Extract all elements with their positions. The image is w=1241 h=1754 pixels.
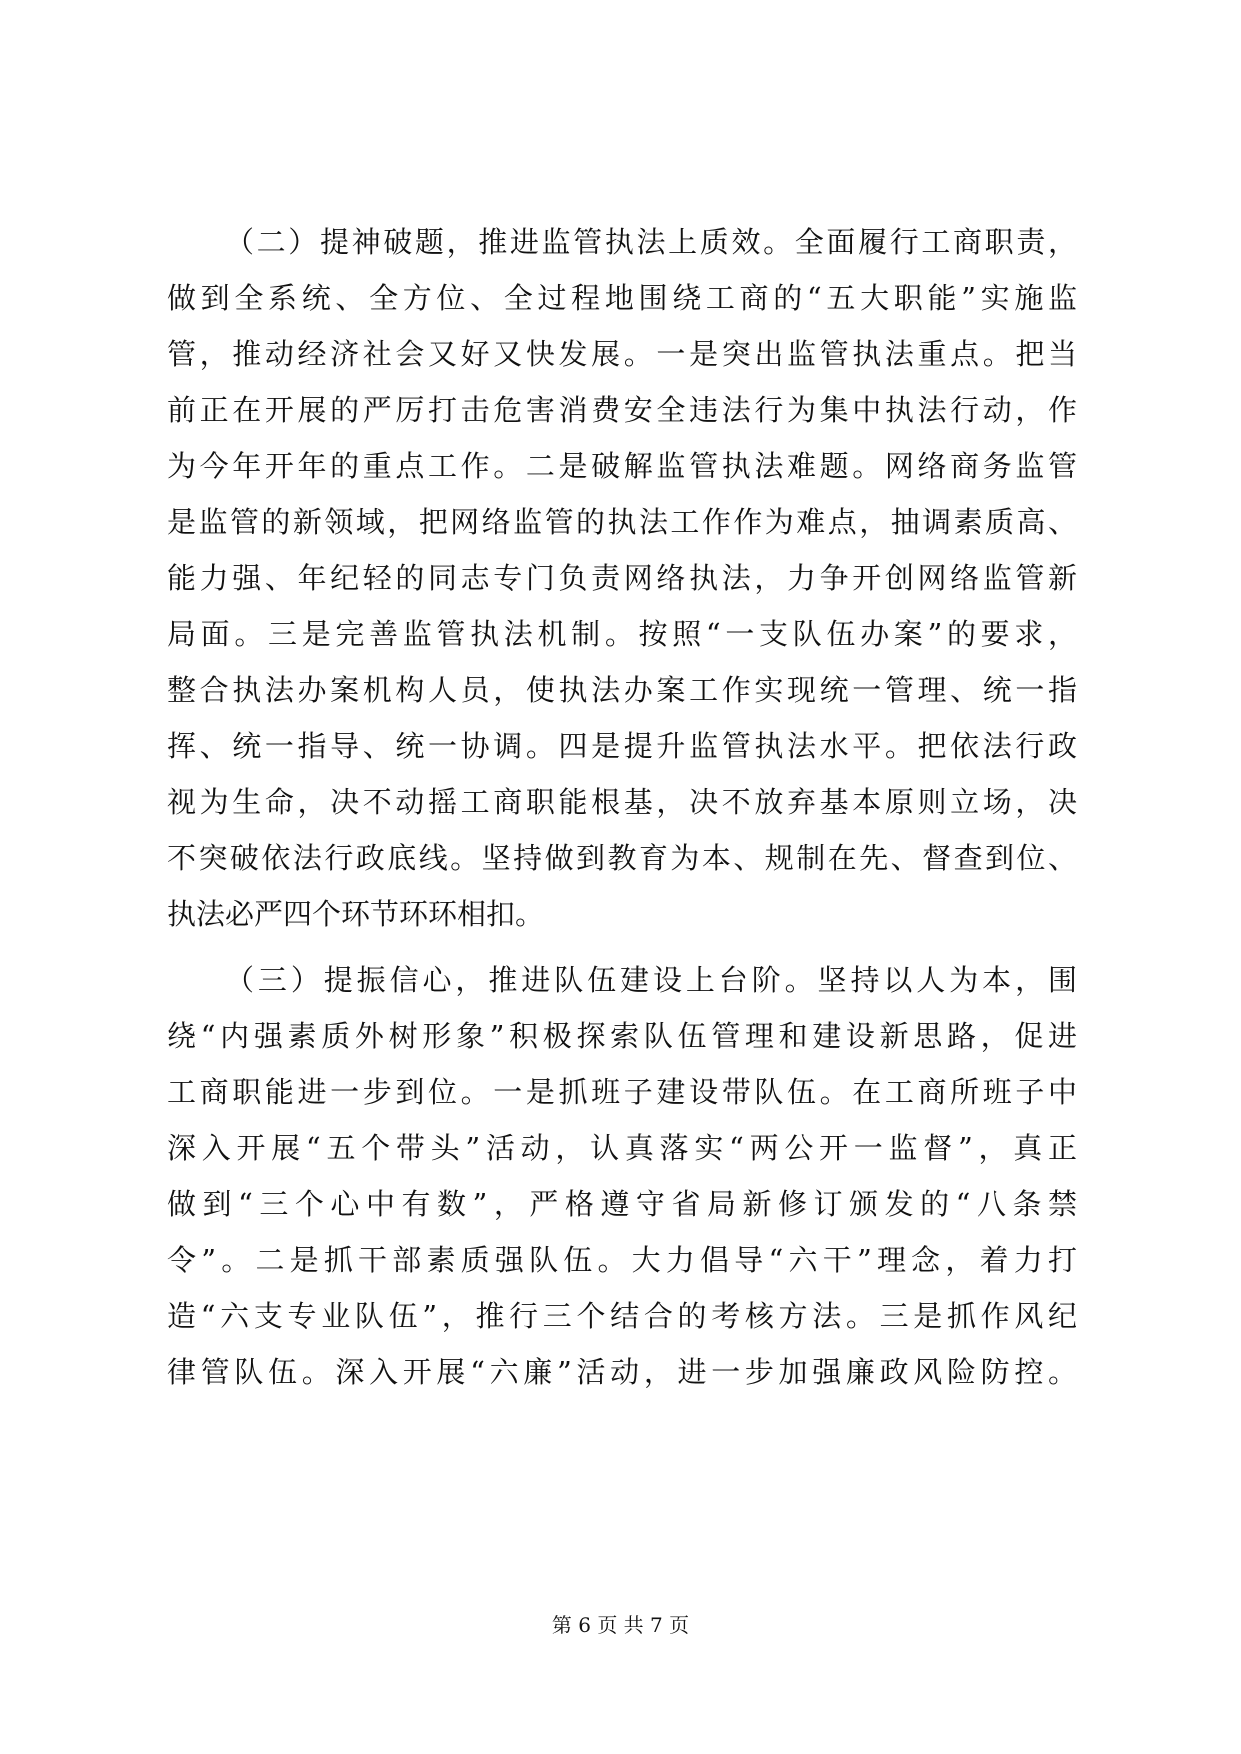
text-line: 令”。二是抓干部素质强队伍。大力倡导“六干”理念，着力打 xyxy=(167,1243,1077,1277)
text-line: 能力强、年纪轻的同志专门负责网络执法，力争开创网络监管新 xyxy=(167,561,1077,595)
text-line: 不突破依法行政底线。坚持做到教育为本、规制在先、督查到位、 xyxy=(167,841,1077,875)
paragraph-3 xyxy=(167,952,1077,1400)
text-line: 是监管的新领域，把网络监管的执法工作作为难点，抽调素质高、 xyxy=(167,505,1077,539)
text-line: 视为生命，决不动摇工商职能根基，决不放弃基本原则立场，决 xyxy=(167,785,1077,819)
text-line: 局面。三是完善监管执法机制。按照“一支队伍办案”的要求， xyxy=(167,617,1077,651)
text-line: 前正在开展的严厉打击危害消费安全违法行为集中执法行动，作 xyxy=(167,393,1077,427)
text-line: 做到“三个心中有数”，严格遵守省局新修订颁发的“八条禁 xyxy=(167,1187,1077,1221)
text-line: 绕“内强素质外树形象”积极探索队伍管理和建设新思路，促进 xyxy=(167,1019,1077,1053)
text-line: 造“六支专业队伍”，推行三个结合的考核方法。三是抓作风纪 xyxy=(167,1299,1077,1333)
text-line: （三）提振信心，推进队伍建设上台阶。坚持以人为本，围 xyxy=(225,963,1077,997)
text-line: 整合执法办案机构人员，使执法办案工作实现统一管理、统一指 xyxy=(167,673,1077,707)
text-line: 为今年开年的重点工作。二是破解监管执法难题。网络商务监管 xyxy=(167,449,1077,483)
text-line: 管，推动经济社会又好又快发展。一是突出监管执法重点。把当 xyxy=(167,337,1077,371)
paragraph-2 xyxy=(167,214,1077,942)
text-line: 工商职能进一步到位。一是抓班子建设带队伍。在工商所班子中 xyxy=(167,1075,1077,1109)
text-line: 深入开展“五个带头”活动，认真落实“两公开一监督”，真正 xyxy=(167,1131,1077,1165)
text-line: 挥、统一指导、统一协调。四是提升监管执法水平。把依法行政 xyxy=(167,729,1077,763)
text-line: 做到全系统、全方位、全过程地围绕工商的“五大职能”实施监 xyxy=(167,281,1077,315)
document-body xyxy=(167,214,1077,1400)
text-line: （二）提神破题，推进监管执法上质效。全面履行工商职责， xyxy=(225,225,1077,259)
text-line: 律管队伍。深入开展“六廉”活动，进一步加强廉政风险防控。 xyxy=(167,1355,1077,1389)
text-line: 执法必严四个环节环环相扣。 xyxy=(167,897,545,931)
page-footer: 第 6 页 共 7 页 xyxy=(551,1613,690,1637)
